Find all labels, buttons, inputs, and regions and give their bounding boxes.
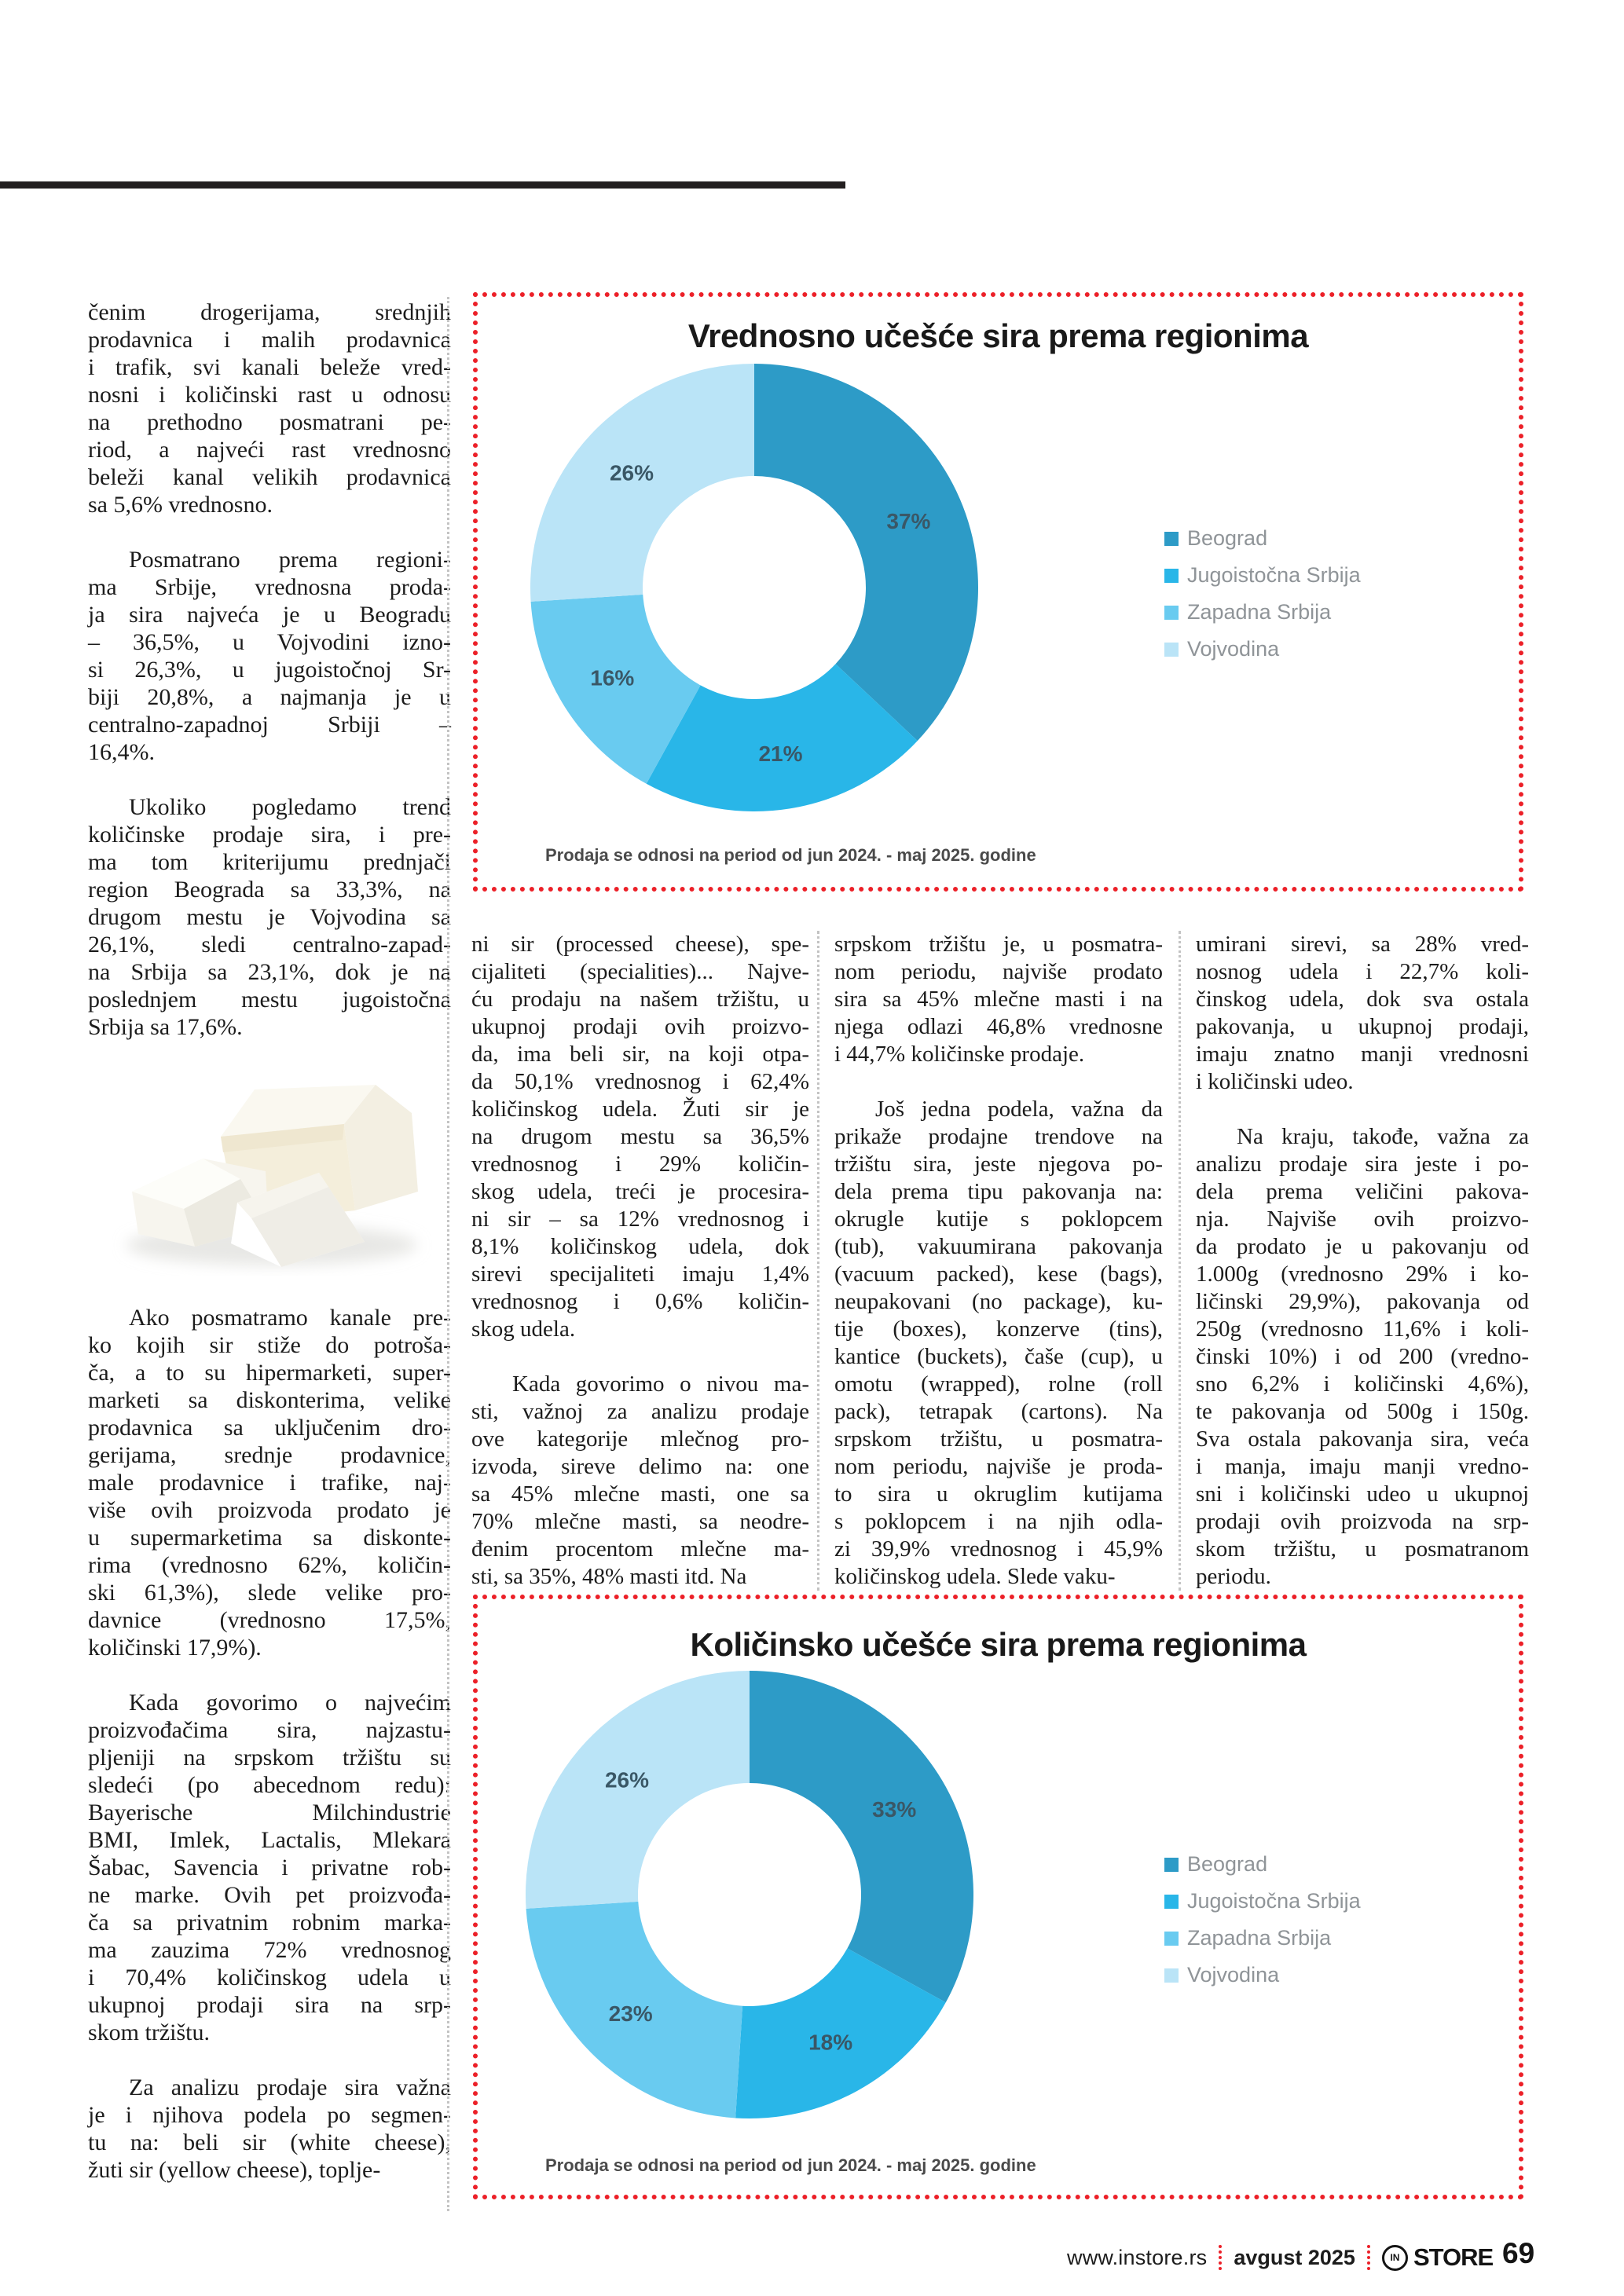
legend-item-zapadna-srbija (1164, 1920, 1361, 1957)
text-line: Sva ostala pakovanja sira, veća (1196, 1426, 1529, 1452)
text-line: ma tom kriterijumu prednjači (88, 849, 451, 875)
text-line: Šabac, Savencia i privatne rob- (88, 1855, 451, 1880)
text-line: i količinski udeo. (1196, 1069, 1354, 1094)
text-line: 8,1% količinskog udela, dok (471, 1234, 809, 1259)
legend-label: Vojvodina (1187, 637, 1280, 661)
column-divider (447, 297, 449, 2211)
text-line: ne marke. Ovih pet proizvođa- (88, 1882, 451, 1908)
text-line: tije (boxes), konzerve (tins), (834, 1316, 1163, 1342)
text-line: dela prema tipu pakovanja na: (834, 1179, 1163, 1204)
paragraph (471, 1371, 809, 1591)
text-line: Srbija sa 17,6%. (88, 1014, 243, 1040)
paragraph (88, 1304, 451, 1661)
chart-footnote: Prodaja se odnosi na period od jun 2024. - maj 2025. godine (545, 2155, 1036, 2175)
text-line: 250g (vrednosno 11,6% i koli- (1196, 1316, 1529, 1342)
legend-item-jugoisto-na-srbija (1164, 1883, 1361, 1920)
text-line: pakovanja, u ukupnoj prodaji, (1196, 1014, 1529, 1039)
text-line: drugom mestu je Vojvodina sa (88, 904, 451, 930)
text-line: prodavnica i malih prodavnica (88, 327, 451, 353)
text-line: ću prodaju na našem tržištu, u (471, 987, 809, 1012)
text-line: pack), tetrapak (cartons). Na (834, 1399, 1163, 1424)
footer-issue: avgust 2025 (1234, 2245, 1355, 2269)
text-line: čenim drogerijama, srednjih (88, 299, 451, 325)
text-line: vrednosnog i 0,6% količin- (471, 1289, 809, 1314)
slice-label: 23% (608, 2001, 653, 2027)
text-line: je i njihova podela po segmen- (88, 2102, 451, 2128)
text-line: beleži kanal velikih prodavnica (88, 464, 451, 490)
text-line: to sira u okruglim kutijama (834, 1481, 1163, 1507)
text-line: i 70,4% količinskog udela u (88, 1965, 451, 1990)
legend-label: Beograd (1187, 526, 1268, 550)
text-line: i trafik, svi kanali beleže vred- (88, 354, 451, 380)
text-line: periodu. (1196, 1564, 1271, 1589)
text-line: ni sir – sa 12% vrednosnog i (471, 1207, 809, 1232)
text-line: vrednosnog i 29% količin- (471, 1152, 809, 1177)
volume-donut-chart (522, 1667, 977, 2122)
text-line: centralno-zapadnoj Srbiji – (88, 712, 451, 738)
text-line: si 26,3%, u jugoistočnoj Sr- (88, 657, 451, 683)
store-wordmark: STORE (1413, 2243, 1494, 2271)
text-line: (tub), vakuumirana pakovanja (834, 1234, 1163, 1259)
text-line: (vacuum packed), kese (bags), (834, 1262, 1163, 1287)
text-line: okrugle kutije s poklopcem (834, 1207, 1163, 1232)
text-line: umirani sirevi, sa 28% vred- (1196, 932, 1529, 957)
text-line: sa 5,6% vrednosno. (88, 492, 273, 518)
text-line: proizvođačima sira, najzastu- (88, 1717, 451, 1743)
legend-swatch (1164, 606, 1179, 620)
text-line: prodaji ovih proizvoda na srp- (1196, 1509, 1529, 1534)
paragraph (834, 931, 1163, 1068)
text-line: nom periodu, najviše je proda- (834, 1454, 1163, 1479)
text-line: srpskom tržištu je, u posmatra- (834, 932, 1163, 957)
left-column (88, 298, 451, 2184)
slice-label: 16% (590, 665, 635, 690)
text-line: izvoda, sireve delimo na: one (471, 1454, 809, 1479)
paragraph (88, 546, 451, 766)
legend-label: Vojvodina (1187, 1963, 1280, 1987)
text-line: na prethodno posmatrani pe- (88, 409, 451, 435)
left-column-bottom (88, 1304, 451, 2184)
text-line: male prodavnice i trafike, naj- (88, 1470, 451, 1496)
footer-separator (1219, 2245, 1222, 2270)
volume-share-chart-box (473, 1595, 1523, 2199)
text-line: ma Srbije, vrednosna proda- (88, 574, 451, 600)
instore-logo (1382, 2243, 1493, 2272)
text-line: ni sir (processed cheese), spe- (471, 932, 809, 957)
text-line: Na kraju, takođe, važna za (1237, 1124, 1529, 1149)
text-line: i 44,7% količinske prodaje. (834, 1042, 1085, 1067)
text-line: te pakovanja od 500g i 150g. (1196, 1399, 1529, 1424)
donut-slice-beograd (750, 1671, 973, 2002)
paragraph (834, 1096, 1163, 1591)
text-line: dela prema veličini pakova- (1196, 1179, 1529, 1204)
text-line: zi 39,9% vrednosnog i 45,9% (834, 1536, 1163, 1562)
text-line: Kada govorimo o najvećim (129, 1690, 451, 1716)
legend-label: Beograd (1187, 1852, 1268, 1876)
text-line: količinske prodaje sira, i pre- (88, 822, 451, 848)
text-line: pljeniji na srpskom tržištu su (88, 1745, 451, 1771)
text-line: nosnog udela i 22,7% koli- (1196, 959, 1529, 984)
text-line: nom periodu, najviše prodato (834, 959, 1163, 984)
legend-label: Zapadna Srbija (1187, 600, 1332, 624)
legend-item-jugoisto-na-srbija (1164, 557, 1361, 594)
text-line: žuti sir (yellow cheese), toplje- (88, 2157, 381, 2183)
legend-item-beograd (1164, 520, 1361, 557)
slice-label: 18% (808, 2030, 853, 2055)
legend-swatch (1164, 643, 1179, 657)
text-line: tu na: beli sir (white cheese), (88, 2129, 451, 2155)
text-line: region Beograda sa 33,3%, na (88, 877, 451, 903)
text-line: i manja, imaju manji vredno- (1196, 1454, 1529, 1479)
column-divider (817, 931, 819, 1591)
text-line: ski 61,3%), slede velike pro- (88, 1580, 451, 1606)
cheese-photo-illustration (83, 1041, 453, 1276)
text-line: 16,4%. (88, 739, 155, 765)
legend-swatch (1164, 1858, 1179, 1872)
text-line: Ukoliko pogledamo trend (129, 794, 451, 820)
legend-item-beograd (1164, 1846, 1361, 1883)
text-line: 70% mlečne masti, sa neodre- (471, 1509, 809, 1534)
legend-label: Jugoistočna Srbija (1187, 563, 1361, 587)
text-line: činskog udela, dok sva ostala (1196, 987, 1529, 1012)
text-line: prodavnica sa uključenim dro- (88, 1415, 451, 1441)
value-donut-chart (526, 360, 982, 815)
text-line: Za analizu prodaje sira važna (129, 2074, 451, 2100)
legend-swatch (1164, 1895, 1179, 1909)
slice-label: 33% (872, 1796, 917, 1822)
text-line: gerijama, srednje prodavnice, (88, 1442, 451, 1468)
slice-label: 21% (758, 742, 803, 767)
donut-slice-beograd (754, 364, 978, 741)
slice-label: 26% (609, 460, 654, 485)
text-line: sti, sa 35%, 48% masti itd. Na (471, 1564, 747, 1589)
text-line: sirevi specijaliteti imaju 1,4% (471, 1262, 809, 1287)
text-line: 26,1%, sledi centralno-zapad- (88, 932, 451, 958)
text-line: neupakovani (no package), ku- (834, 1289, 1163, 1314)
legend-swatch (1164, 569, 1179, 583)
text-line: sira sa 45% mlečne masti i na (834, 987, 1163, 1012)
paragraph (88, 1689, 451, 2046)
text-line: cijaliteti (specialities)... Najve- (471, 959, 809, 984)
legend-item-zapadna-srbija (1164, 594, 1361, 631)
text-line: srpskom tržištu, u posmatra- (834, 1426, 1163, 1452)
text-line: ča, a to su hipermarketi, super- (88, 1360, 451, 1386)
slice-label: 37% (886, 508, 931, 533)
page-number: 69 (1502, 2237, 1535, 2269)
text-line: – 36,5%, u Vojvodini izno- (88, 629, 451, 655)
text-line: s poklopcem i na njih odla- (834, 1509, 1163, 1534)
text-line: kantice (buckets), čaše (cup), u (834, 1344, 1163, 1369)
text-line: poslednjem mestu jugoistočna (88, 987, 451, 1013)
text-line: nja. Najviše ovih proizvo- (1196, 1207, 1529, 1232)
text-line: skog udela, treći je procesira- (471, 1179, 809, 1204)
chart-legend (1164, 520, 1361, 668)
right-column (1196, 931, 1529, 1591)
text-line: Bayerische Milchindustrie (88, 1800, 451, 1825)
page-footer (1067, 2243, 1493, 2272)
text-line: nosni i količinski rast u odnosu (88, 382, 451, 408)
in-circle-icon: IN (1382, 2245, 1408, 2271)
text-line: Još jedna podela, važna da (875, 1097, 1163, 1122)
text-line: u supermarketima sa diskonte- (88, 1525, 451, 1551)
text-line: tržištu sira, jeste njegova po- (834, 1152, 1163, 1177)
text-line: sa 45% mlečne masti, one sa (471, 1481, 809, 1507)
middle-column-2 (834, 931, 1163, 1591)
text-line: da 50,1% vrednosnog i 62,4% (471, 1069, 809, 1094)
cheese-photo (83, 1041, 453, 1276)
text-line: da prodato je u pakovanju od (1196, 1234, 1529, 1259)
slice-label: 26% (604, 1767, 650, 1792)
legend-swatch (1164, 1932, 1179, 1946)
text-line: đenim procentom mlečne ma- (471, 1536, 809, 1562)
text-line: sledeći (po abecednom redu): (88, 1772, 451, 1798)
text-line: ove kategorije mlečnog pro- (471, 1426, 809, 1452)
text-line: biji 20,8%, a najmanja je u (88, 684, 451, 710)
legend-label: Jugoistočna Srbija (1187, 1889, 1361, 1913)
text-line: prikaže prodajne trendove na (834, 1124, 1163, 1149)
left-column-top (88, 298, 451, 1041)
text-line: ko kojih sir stiže do potroša- (88, 1332, 451, 1358)
paragraph (88, 793, 451, 1041)
legend-swatch (1164, 1968, 1179, 1983)
text-line: ja sira najveća je u Beogradu (88, 602, 451, 628)
paragraph (1196, 931, 1529, 1096)
text-line: skom tržištu, u posmatranom (1196, 1536, 1529, 1562)
text-line: skog udela. (471, 1316, 576, 1342)
text-line: davnice (vrednosno 17,5%, (88, 1607, 451, 1633)
text-line: količinskog udela. Žuti sir je (471, 1097, 809, 1122)
text-line: količinski 17,9%). (88, 1635, 262, 1661)
text-line: sno 6,2% i količinski 4,6%), (1196, 1371, 1529, 1397)
text-line: sni i količinski udeo u ukupnoj (1196, 1481, 1529, 1507)
text-line: 1.000g (vrednosno 29% i ko- (1196, 1262, 1529, 1287)
text-line: ča sa privatnim robnim marka- (88, 1910, 451, 1935)
middle-column-1 (471, 931, 809, 1591)
text-line: imaju znatno manji vrednosni (1196, 1042, 1529, 1067)
text-line: da, ima beli sir, na koji otpa- (471, 1042, 809, 1067)
text-line: sti, važnoj za analizu prodaje (471, 1399, 809, 1424)
legend-item-vojvodina (1164, 631, 1361, 668)
text-line: količinskog udela. Slede vaku- (834, 1564, 1116, 1589)
value-share-chart-box (473, 292, 1523, 892)
text-line: činski 10%) i od 200 (vredno- (1196, 1344, 1529, 1369)
text-line: Posmatrano prema regioni- (129, 547, 451, 573)
text-line: ukupnoj prodaji ovih proizvo- (471, 1014, 809, 1039)
chart-title: Vrednosno učešće sira prema regionima (687, 317, 1309, 354)
text-line: skom tržištu. (88, 2020, 210, 2045)
chart-footnote: Prodaja se odnosi na period od jun 2024. - maj 2025. godine (545, 845, 1036, 865)
text-line: riod, a najveći rast vrednosno (88, 437, 451, 463)
text-line: marketi sa diskonterima, velike (88, 1387, 451, 1413)
chart-legend (1164, 1846, 1361, 1994)
column-divider (1179, 931, 1181, 1591)
text-line: rima (vrednosno 62%, količin- (88, 1552, 451, 1578)
text-line: ma zauzima 72% vrednosnog (88, 1937, 451, 1963)
text-line: na Srbija sa 23,1%, dok je na (88, 959, 451, 985)
text-line: njega odlazi 46,8% vrednosne (834, 1014, 1163, 1039)
footer-website: www.instore.rs (1067, 2245, 1208, 2269)
text-line: ličinski 29,9%), pakovanja od (1196, 1289, 1529, 1314)
paragraph (88, 2074, 451, 2184)
legend-swatch (1164, 532, 1179, 546)
footer-separator (1367, 2245, 1370, 2270)
top-rule (0, 181, 845, 189)
paragraph (88, 298, 451, 518)
legend-item-vojvodina (1164, 1957, 1361, 1994)
text-line: Ako posmatramo kanale pre- (129, 1305, 451, 1331)
legend-label: Zapadna Srbija (1187, 1926, 1332, 1950)
text-line: BMI, Imlek, Lactalis, Mlekara (88, 1827, 451, 1853)
text-line: omotu (wrapped), rolne (roll (834, 1371, 1163, 1397)
text-line: više ovih proizvoda prodato je (88, 1497, 451, 1523)
paragraph (471, 931, 809, 1343)
text-line: ukupnoj prodaji sira na srp- (88, 1992, 451, 2018)
text-line: Kada govorimo o nivou ma- (512, 1371, 809, 1397)
text-line: analizu prodaje sira jeste i po- (1196, 1152, 1529, 1177)
paragraph (1196, 1123, 1529, 1591)
chart-title: Količinsko učešće sira prema regionima (690, 1626, 1307, 1663)
text-line: na drugom mestu sa 36,5% (471, 1124, 809, 1149)
